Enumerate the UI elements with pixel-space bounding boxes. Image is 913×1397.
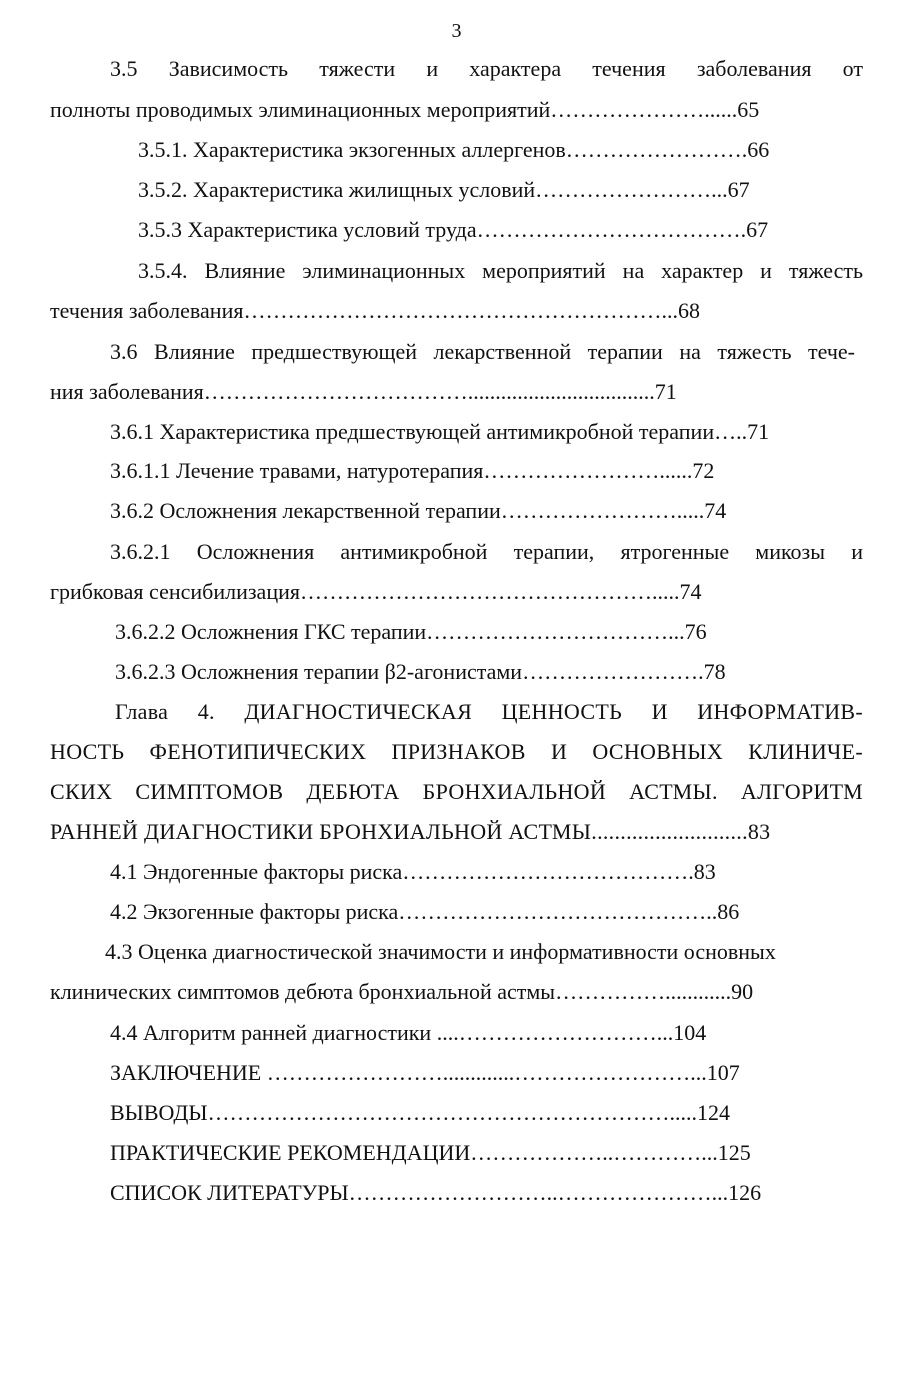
toc-entry-conclusion: ЗАКЛЮЧЕНИЕ …………………….............……………………...107 <box>110 1060 740 1085</box>
toc-entry-3-6-2-3: 3.6.2.3 Осложнения терапии β2-агонистами…………………….78 <box>115 659 726 684</box>
toc-entry-3-6-1-1: 3.6.1.1 Лечение травами, натуротерапия……………………......72 <box>110 458 715 483</box>
toc-entry-4-2: 4.2 Экзогенные факторы риска……………………………………..86 <box>110 899 740 924</box>
toc-entry-findings: ВЫВОДЫ……………………………………………………….....124 <box>110 1100 731 1125</box>
toc-entry-3-6-2-1-line1: 3.6.2.1 Осложнения антимикробной терапии, ятрогенные микозы и <box>110 539 863 564</box>
toc-chapter-4-line3: СКИХ СИМПТОМОВ ДЕБЮТА БРОНХИАЛЬНОЙ АСТМЫ. АЛГОРИТМ <box>50 779 863 804</box>
toc-entry-3-6-1: 3.6.1 Характеристика предшествующей антимикробной терапии…..71 <box>110 419 770 444</box>
toc-entry-3-5-line2: полноты проводимых элиминационных мероприятий…………………......65 <box>50 97 760 122</box>
toc-entry-3-6-2-2: 3.6.2.2 Осложнения ГКС терапии……………………………...76 <box>115 619 707 644</box>
toc-chapter-4-line4: РАННЕЙ ДИАГНОСТИКИ БРОНХИАЛЬНОЙ АСТМЫ...........................83 <box>50 819 771 844</box>
toc-entry-references: СПИСОК ЛИТЕРАТУРЫ………………………..…………………...126 <box>110 1180 762 1205</box>
toc-entry-3-6-2-1-line2: грибковая сенсибилизация………………………………………….....74 <box>50 579 702 604</box>
toc-entry-4-3-line2: клинических симптомов дебюта бронхиальной астмы……………............90 <box>50 979 754 1004</box>
toc-entry-4-1: 4.1 Эндогенные факторы риска………………………………….83 <box>110 859 716 884</box>
toc-entry-3-5-4-line1: 3.5.4. Влияние элиминационных мероприятий на характер и тяжесть <box>138 258 863 283</box>
toc-entry-3-6-line1: 3.6 Влияние предшествующей лекарственной терапии на тяжесть тече- <box>110 339 855 364</box>
toc-entry-3-6-2: 3.6.2 Осложнения лекарственной терапии…………………….....74 <box>110 498 727 523</box>
toc-entry-3-5-1: 3.5.1. Характеристика экзогенных аллергенов…………………….66 <box>138 137 770 162</box>
toc-entry-3-5-3: 3.5.3 Характеристика условий труда……………………………….67 <box>138 217 769 242</box>
toc-chapter-4-line1: Глава 4. ДИАГНОСТИЧЕСКАЯ ЦЕННОСТЬ И ИНФОРМАТИВ- <box>115 699 863 724</box>
toc-entry-4-4: 4.4 Алгоритм ранней диагностики ....………………………...104 <box>110 1020 707 1045</box>
toc-entry-3-5-line1: 3.5 Зависимость тяжести и характера течения заболевания от <box>110 56 863 81</box>
toc-entry-4-3-line1: 4.3 Оценка диагностической значимости и информативности основных <box>105 939 776 964</box>
toc-entry-recommendations: ПРАКТИЧЕСКИЕ РЕКОМЕНДАЦИИ………………..…………...125 <box>110 1140 751 1165</box>
toc-entry-3-6-line2: ния заболевания………………………………..................................71 <box>50 379 677 404</box>
toc-chapter-4-line2: НОСТЬ ФЕНОТИПИЧЕСКИХ ПРИЗНАКОВ И ОСНОВНЫХ КЛИНИЧЕ- <box>50 739 863 764</box>
page-number: 3 <box>451 20 462 42</box>
toc-entry-3-5-2: 3.5.2. Характеристика жилищных условий……………………...67 <box>138 177 750 202</box>
toc-entry-3-5-4-line2: течения заболевания…………………………………………………...68 <box>50 298 700 323</box>
